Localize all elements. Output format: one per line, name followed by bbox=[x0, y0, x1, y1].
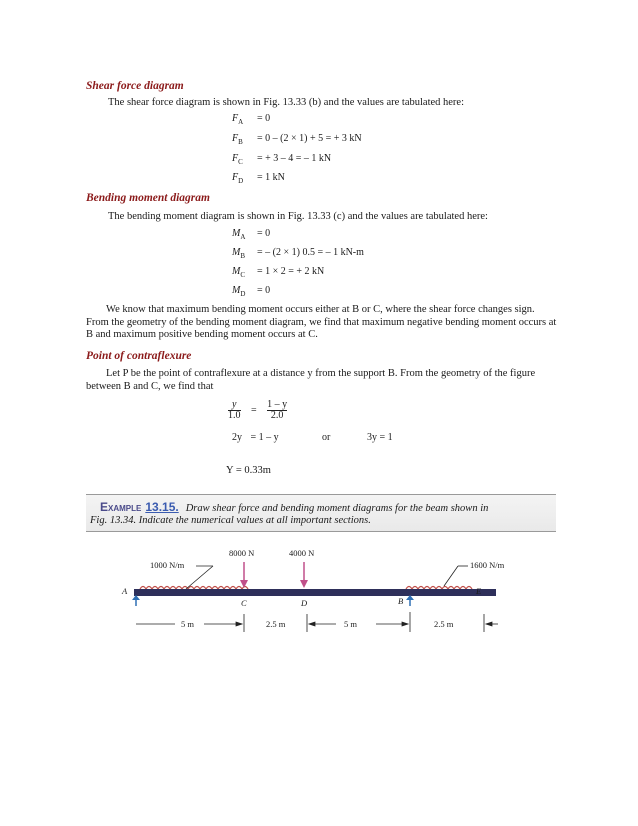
udl-left bbox=[140, 587, 248, 590]
load-arrow-d bbox=[300, 562, 308, 588]
load-label-d: 4000 N bbox=[289, 548, 315, 558]
beam bbox=[134, 589, 496, 596]
example-label: Example bbox=[100, 500, 142, 514]
bending-subscript: B bbox=[240, 252, 246, 260]
result-line: Y = 0.33m bbox=[226, 465, 271, 476]
shear-heading: Shear force diagram bbox=[86, 80, 184, 92]
fraction-equals: = bbox=[251, 404, 257, 416]
bending-value: = 1 × 2 = + 2 kN bbox=[257, 266, 325, 277]
shear-intro: The shear force diagram is shown in Fig. 13.33 (b) and the values are tabulated here: bbox=[108, 97, 465, 108]
bending-symbol: M bbox=[232, 247, 241, 258]
bending-symbol: M bbox=[232, 228, 241, 239]
shear-symbol: F bbox=[232, 153, 239, 164]
shear-symbol: F bbox=[232, 113, 239, 124]
bending-symbol: M bbox=[232, 266, 241, 277]
contraflexure-paragraph: Let P be the point of contraflexure at a distance y from the support B. From the geometry of the figure between B and C, we find that bbox=[86, 368, 536, 392]
fraction-numerator: 1 – y bbox=[267, 399, 288, 410]
bending-heading: Bending moment diagram bbox=[86, 192, 210, 204]
shear-value: = 0 bbox=[257, 113, 271, 124]
support-b bbox=[406, 595, 414, 606]
bending-value: = – (2 × 1) 0.5 = – 1 kN-m bbox=[257, 247, 364, 258]
bending-symbol: M bbox=[232, 285, 241, 296]
fraction-numerator: y bbox=[228, 400, 241, 411]
shear-subscript: D bbox=[238, 177, 244, 185]
point-label-d: D bbox=[301, 598, 308, 608]
udl-right-label: 1600 N/m bbox=[470, 560, 505, 570]
dimension-label: 5 m bbox=[181, 619, 194, 629]
shear-symbol: F bbox=[232, 172, 239, 183]
bending-subscript: C bbox=[240, 271, 246, 279]
udl-left-label: 1000 N/m bbox=[150, 560, 185, 570]
point-label-c: C bbox=[241, 598, 247, 608]
point-label-e: E bbox=[476, 586, 482, 596]
example-text-2: Fig. 13.34. Indicate the numerical values at all important sections. bbox=[90, 515, 371, 526]
dimension-label: 2.5 m bbox=[434, 619, 454, 629]
shear-subscript: B bbox=[238, 138, 243, 146]
bending-value: = 0 bbox=[257, 285, 271, 296]
shear-value: = 0 – (2 × 1) + 5 = + 3 kN bbox=[257, 133, 362, 144]
load-arrow-c bbox=[240, 562, 248, 588]
equation-or: or bbox=[322, 432, 331, 443]
equation-right: 3y = 1 bbox=[367, 432, 393, 443]
shear-value: = 1 kN bbox=[257, 172, 285, 183]
contraflexure-heading: Point of contraflexure bbox=[86, 350, 192, 362]
udl-left-leader-diag bbox=[186, 566, 213, 589]
bending-value: = 0 bbox=[257, 228, 271, 239]
dimension-label: 2.5 m bbox=[266, 619, 286, 629]
load-label-c: 8000 N bbox=[229, 548, 255, 558]
fraction-denominator: 2.0 bbox=[270, 410, 284, 421]
dimension-label: 5 m bbox=[344, 619, 357, 629]
equation-left: 2y bbox=[232, 432, 242, 443]
fraction-denominator: 1.0 bbox=[228, 410, 241, 421]
point-label-a: A bbox=[122, 586, 128, 596]
support-a bbox=[132, 595, 140, 606]
bending-subscript: D bbox=[240, 290, 246, 298]
bending-intro: The bending moment diagram is shown in Fig. 13.33 (c) and the values are tabulated here: bbox=[108, 211, 488, 222]
shear-value: = + 3 – 4 = – 1 kN bbox=[257, 153, 332, 164]
udl-right-leader-diag bbox=[444, 566, 458, 586]
point-label-b: B bbox=[398, 596, 404, 606]
shear-subscript: C bbox=[238, 158, 243, 166]
equation-middle: = 1 – y bbox=[250, 432, 279, 443]
shear-subscript: A bbox=[238, 118, 244, 126]
example-number: 13.15. bbox=[145, 500, 179, 514]
shear-symbol: F bbox=[232, 133, 239, 144]
udl-right bbox=[406, 587, 472, 590]
bending-paragraph: We know that maximum bending moment occurs either at B or C, where the shear force changes sign. From the geometry of the bending moment diagram, we find that maximum negative bending moment occurs at B and maximum positive bending moment occurs at C. bbox=[86, 304, 557, 340]
example-text-1: Draw shear force and bending moment diagrams for the beam shown in bbox=[185, 503, 489, 514]
bending-subscript: A bbox=[240, 233, 246, 241]
